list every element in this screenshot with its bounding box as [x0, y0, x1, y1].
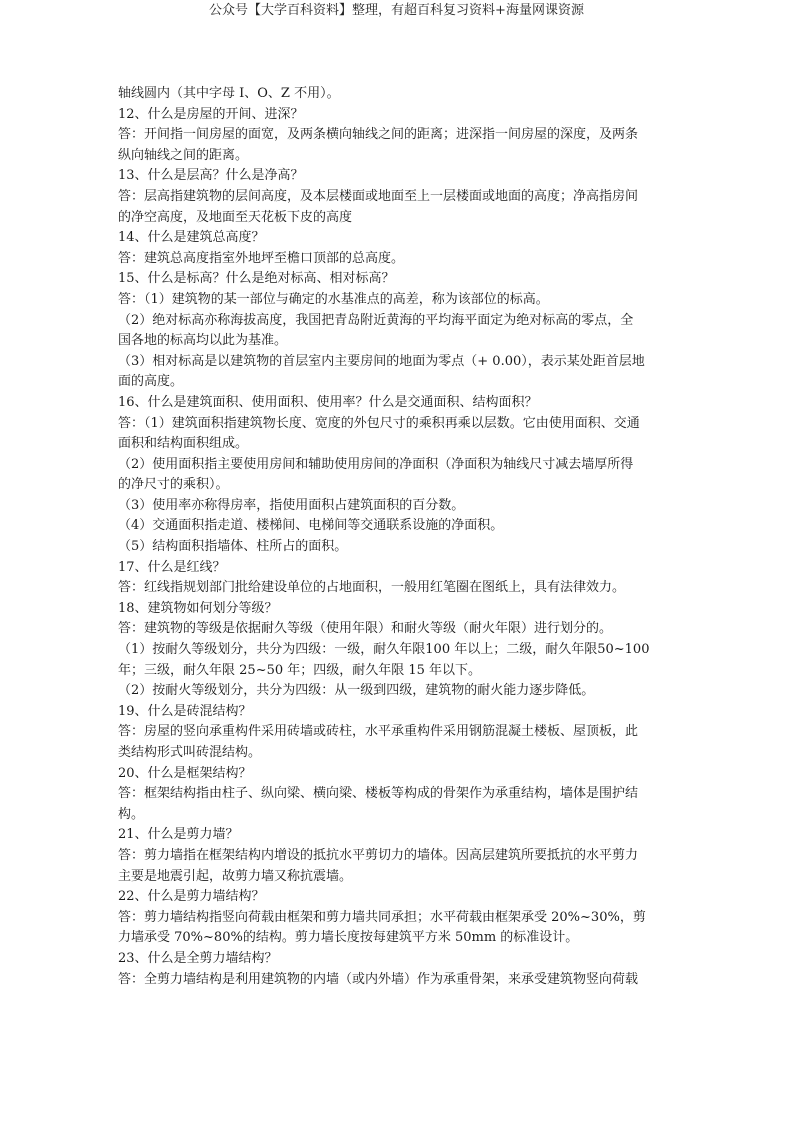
question-heading: 18、建筑物如何划分等级？ [118, 600, 278, 616]
answer-line: 答：（1）建筑面积指建筑物长度、宽度的外包尺寸的乘积再乘以层数。它由使用面积、交通 [118, 415, 640, 431]
question-heading: 14、什么是建筑总高度？ [118, 230, 265, 246]
answer-line: 构。 [118, 806, 145, 822]
answer-line: 力墙承受 70%~80%的结构。剪力墙长度按每建筑平方米 50mm 的标准设计。 [118, 930, 579, 946]
answer-line: 答：建筑总高度指室外地坪至檐口顶部的总高度。 [118, 250, 405, 266]
question-heading: 22、什么是剪力墙结构？ [118, 889, 265, 905]
question-heading: 23、什么是全剪力墙结构？ [118, 950, 278, 966]
answer-line: （1）按耐久等级划分，共分为四级：一级，耐久年限100 年以上；二级，耐久年限50~100 [118, 642, 650, 658]
answer-line: （4）交通面积指走道、楼梯间、电梯间等交通联系设施的净面积。 [118, 518, 504, 534]
answer-line: 国各地的标高均以此为基准。 [118, 333, 288, 349]
answer-line: 答：剪力墙结构指竖向荷载由框架和剪力墙共同承担；水平荷载由框架承受 20%~30%，剪 [118, 909, 646, 925]
answer-line: 纵向轴线之间的距离。 [118, 147, 249, 163]
answer-line: 答：（1）建筑物的某一部位与确定的水基准点的高差，称为该部位的标高。 [118, 291, 549, 307]
answer-line: 面积和结构面积组成。 [118, 436, 249, 452]
question-heading: 13、什么是层高？什么是净高？ [118, 168, 304, 184]
question-heading: 12、什么是房屋的开间、进深？ [118, 106, 304, 122]
answer-line: 答：剪力墙指在框架结构内增设的抵抗水平剪切力的墙体。因高层建筑所要抵抗的水平剪力 [118, 847, 639, 863]
question-heading: 16、什么是建筑面积、使用面积、使用率？什么是交通面积、结构面积？ [118, 394, 538, 410]
answer-line: （2）使用面积指主要使用房间和辅助使用房间的净面积（净面积为轴线尺寸减去墙厚所得 [118, 456, 634, 472]
question-heading: 21、什么是剪力墙？ [118, 827, 239, 843]
answer-line: 答：红线指规划部门批给建设单位的占地面积，一般用红笔圈在图纸上，具有法律效力。 [118, 580, 626, 596]
document-body [118, 84, 684, 990]
answer-line: 答：房屋的竖向承重构件采用砖墙或砖柱，水平承重构件采用钢筋混凝土楼板、屋顶板，此 [118, 724, 639, 740]
question-heading: 17、什么是红线？ [118, 559, 226, 575]
answer-line: 答：层高指建筑物的层间高度，及本层楼面或地面至上一层楼面或地面的高度；净高指房间 [118, 188, 639, 204]
answer-line: （5）结构面积指墙体、柱所占的面积。 [118, 539, 348, 555]
question-heading: 20、什么是框架结构？ [118, 765, 252, 781]
text-line: 轴线圆内（其中字母 I、O、Z 不用）。 [118, 86, 340, 101]
answer-line: 答：建筑物的等级是依据耐久等级（使用年限）和耐火等级（耐火年限）进行划分的。 [118, 621, 613, 637]
answer-line: 主要是地震引起，故剪力墙又称抗震墙。 [118, 868, 353, 884]
answer-line: 答：框架结构指由柱子、纵向梁、横向梁、楼板等构成的骨架作为承重结构，墙体是围护结 [118, 786, 639, 802]
answer-line: （2）绝对标高亦称海拔高度，我国把青岛附近黄海的平均海平面定为绝对标高的零点，全 [118, 312, 634, 328]
answer-line: 的净空高度，及地面至天花板下皮的高度 [118, 209, 353, 225]
answer-line: 答：开间指一间房屋的面宽，及两条横向轴线之间的距离；进深指一间房屋的深度，及两条 [118, 127, 639, 143]
answer-line: 的净尺寸的乘积）。 [118, 477, 229, 493]
answer-line: 类结构形式叫砖混结构。 [118, 745, 262, 760]
answer-line: 面的高度。 [118, 374, 184, 390]
question-heading: 15、什么是标高？什么是绝对标高、相对标高？ [118, 271, 395, 287]
answer-line: （2）按耐火等级划分，共分为四级：从一级到四级，建筑物的耐火能力逐步降低。 [118, 683, 595, 699]
answer-line: 答：全剪力墙结构是利用建筑物的内墙（或内外墙）作为承重骨架，来承受建筑物竖向荷载 [118, 971, 639, 987]
answer-line: 年；三级，耐久年限 25~50 年；四级，耐久年限 15 年以下。 [118, 662, 482, 678]
question-heading: 19、什么是砖混结构？ [118, 703, 252, 719]
answer-line: （3）使用率亦称得房率，指使用面积占建筑面积的百分数。 [118, 497, 465, 513]
page-header: 公众号【大学百科资料】整理，有超百科复习资料+海量网课资源 [209, 3, 584, 18]
answer-line: （3）相对标高是以建筑物的首层室内主要房间的地面为零点（+ 0.00），表示某处距首层地 [118, 353, 645, 369]
